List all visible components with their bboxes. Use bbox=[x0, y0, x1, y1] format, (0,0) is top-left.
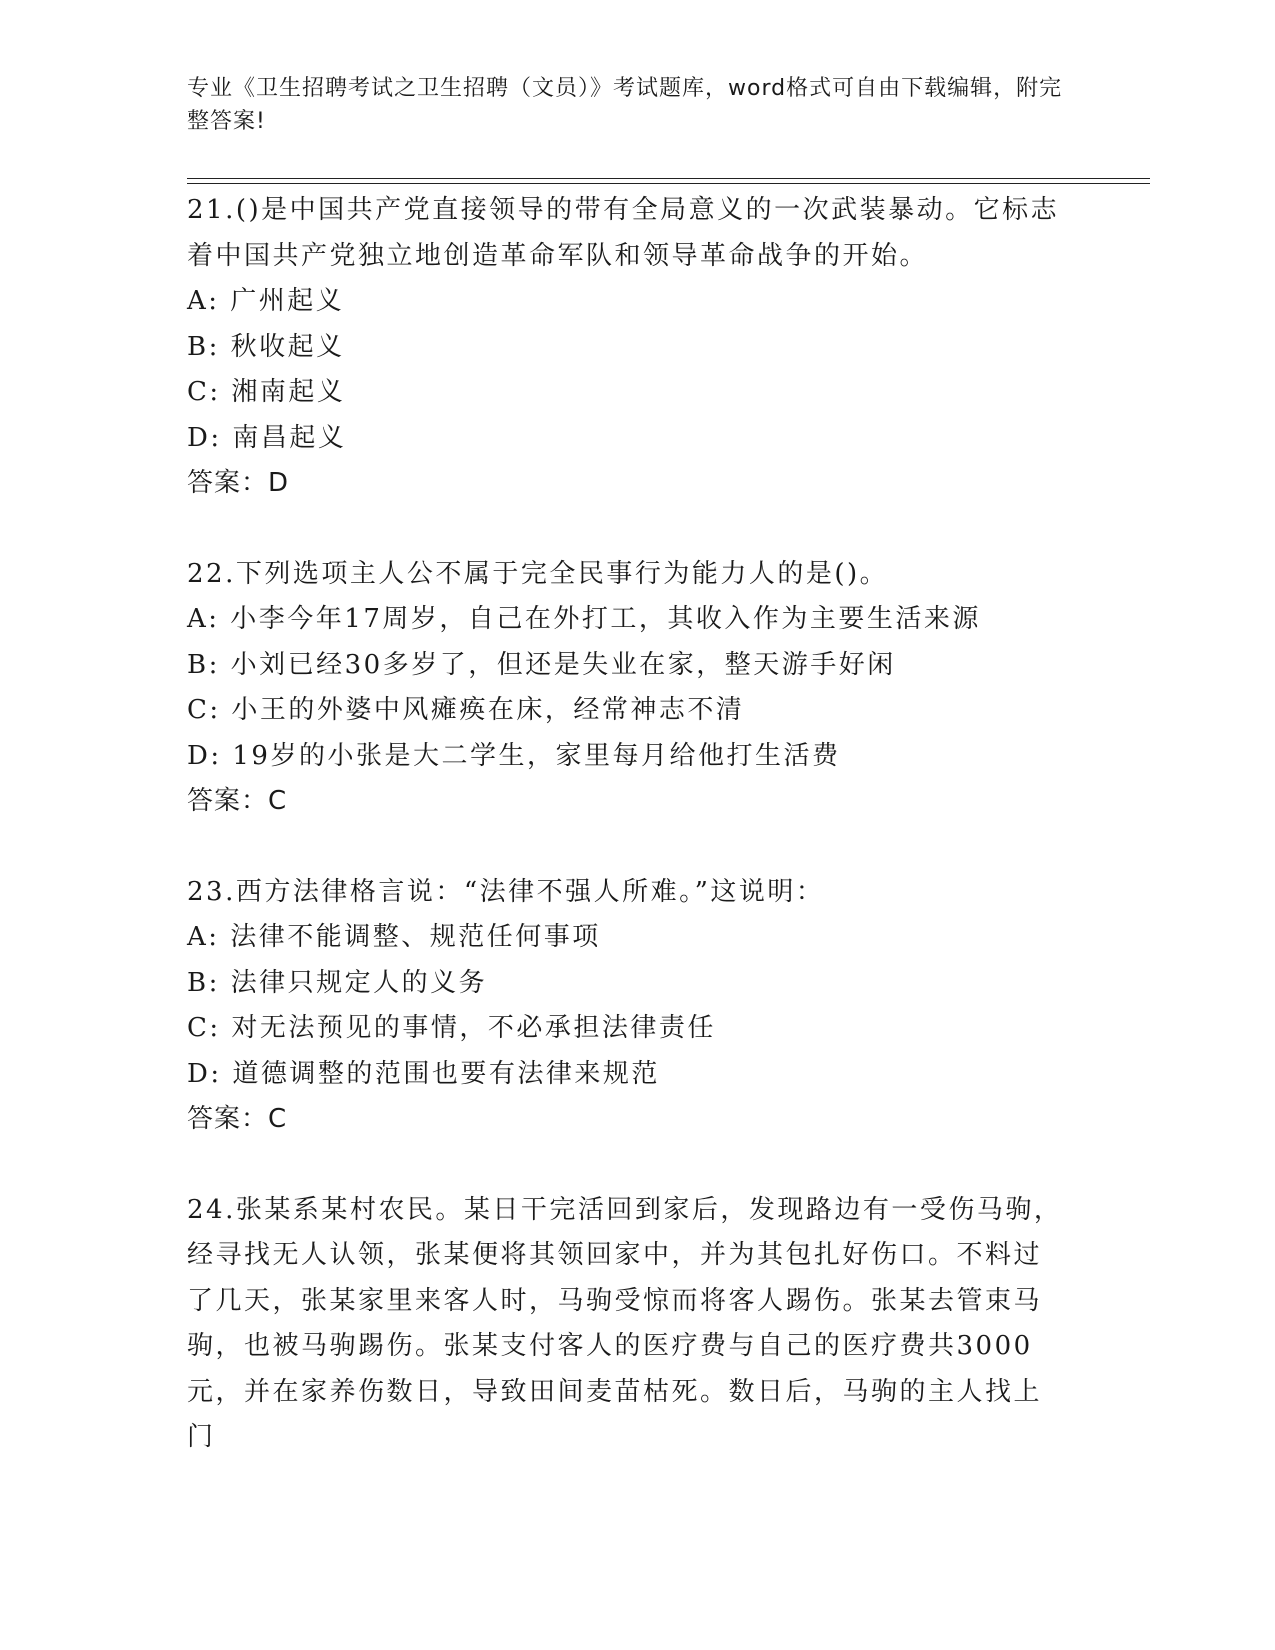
spacer bbox=[187, 507, 1087, 552]
spacer bbox=[187, 1143, 1087, 1188]
question-stem: 21.()是中国共产党直接领导的带有全局意义的一次武装暴动。它标志着中国共产党独立地创造革命军队和领导革命战争的开始。 bbox=[187, 195, 1060, 271]
question-24 bbox=[187, 1188, 1087, 1461]
question-stem: 23.西方法律格言说：“法律不强人所难。”这说明： bbox=[187, 876, 825, 907]
option-a: A: 广州起义 bbox=[187, 286, 345, 316]
option-c: C: 湘南起义 bbox=[187, 377, 346, 407]
option-d: D: 南昌起义 bbox=[187, 422, 347, 453]
option-a: A: 小李今年17周岁，自己在外打工，其收入作为主要生活来源 bbox=[187, 604, 981, 634]
header-divider-bottom bbox=[187, 183, 1150, 184]
option-b: B: 小刘已经30多岁了，但还是失业在家，整天游手好闲 bbox=[187, 649, 896, 680]
option-b: B: 秋收起义 bbox=[187, 331, 345, 362]
question-stem: 24.张某系某村农民。某日干完活回到家后，发现路边有一受伤马驹，经寻找无人认领，张某便将其领回家中，并为其包扎好伤口。不料过了几天，张某家里来客人时，马驹受惊而将客人踢伤。张某去管束马驹，也被马驹踢伤。张某支付客人的医疗费与自己的医疗费共3000元，并在家养伤数日，导致田间麦苗枯死。数日后，马驹的主人找上门 bbox=[187, 1194, 1063, 1452]
question-stem: 22.下列选项主人公不属于完全民事行为能力人的是()。 bbox=[187, 558, 889, 589]
option-c: C: 对无法预见的事情，不必承担法律责任 bbox=[187, 1013, 716, 1043]
answer-text: 答案：C bbox=[187, 1104, 288, 1134]
option-a: A: 法律不能调整、规范任何事项 bbox=[187, 922, 601, 952]
answer-text: 答案：D bbox=[187, 468, 290, 498]
document-header: 专业《卫生招聘考试之卫生招聘（文员）》考试题库，word格式可自由下载编辑，附完整答案! bbox=[187, 76, 1063, 134]
option-d: D: 道德调整的范围也要有法律来规范 bbox=[187, 1058, 660, 1089]
question-list bbox=[187, 188, 1087, 1461]
question-21 bbox=[187, 188, 1087, 507]
option-d: D: 19岁的小张是大二学生，家里每月给他打生活费 bbox=[187, 740, 841, 771]
question-23 bbox=[187, 870, 1087, 1143]
header-divider-top bbox=[187, 178, 1150, 179]
option-c: C: 小王的外婆中风瘫痪在床，经常神志不清 bbox=[187, 695, 745, 725]
question-22 bbox=[187, 552, 1087, 825]
answer-text: 答案：C bbox=[187, 786, 288, 816]
option-b: B: 法律只规定人的义务 bbox=[187, 967, 488, 998]
spacer bbox=[187, 825, 1087, 870]
